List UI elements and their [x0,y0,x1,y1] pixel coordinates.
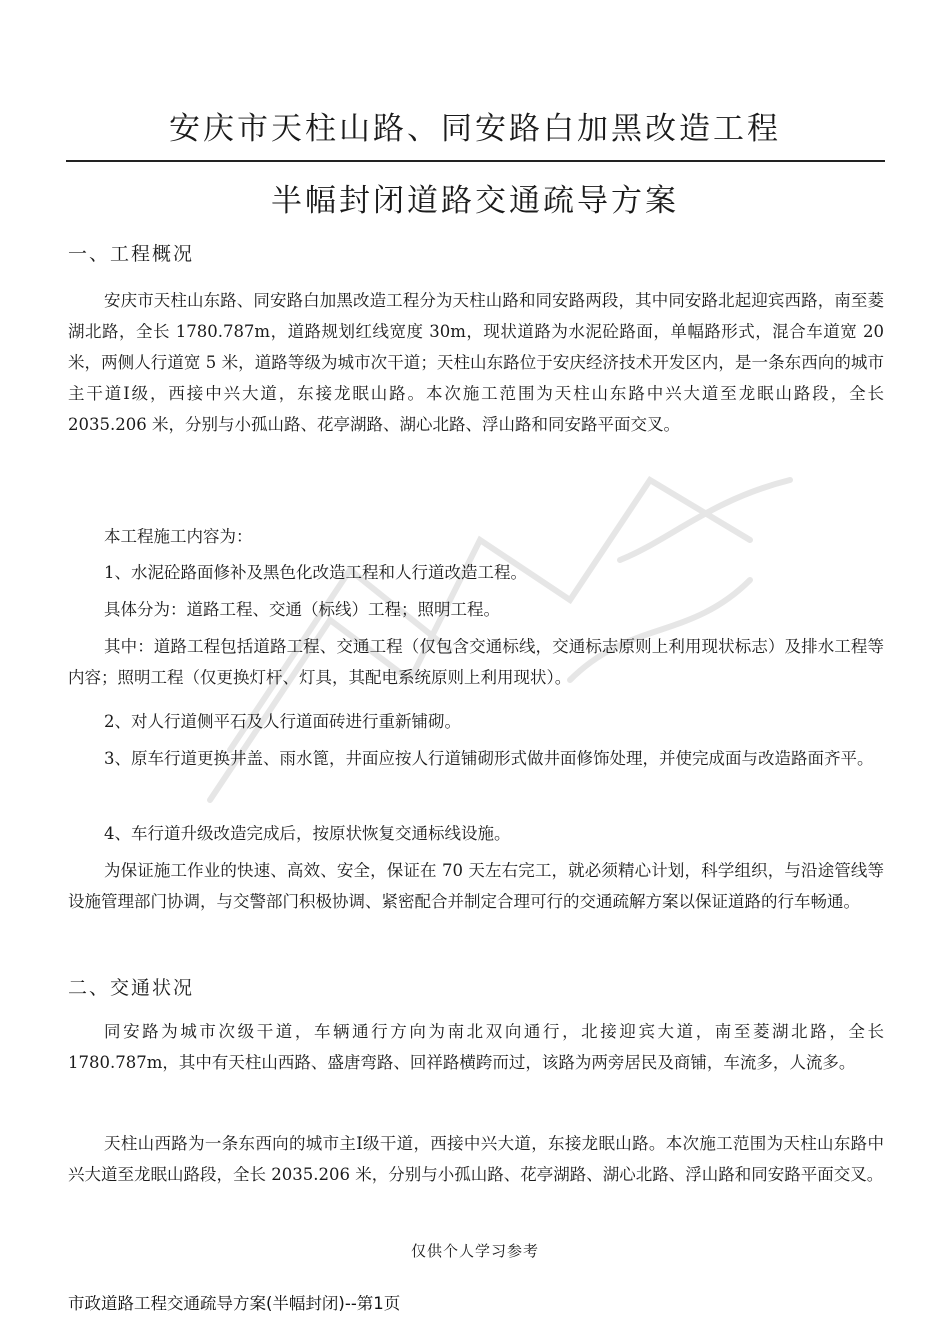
list-item-3: 3、原车行道更换井盖、雨水篦，井面应按人行道铺砌形式做井面修饰处理，并使完成面与改造路面齐平。 [104,749,874,768]
document-title: 安庆市天柱山路、同安路白加黑改造工程 [169,111,781,147]
title-divider [66,160,885,162]
reference-note: 仅供个人学习参考 [410,1242,539,1260]
page-footer: 市政道路工程交通疏导方案(半幅封闭)--第1页 [68,1294,401,1313]
paragraph-breakdown: 具体分为：道路工程、交通（标线）工程；照明工程。 [104,600,500,619]
paragraph-overview: 安庆市天柱山东路、同安路白加黑改造工程分为天柱山路和同安路两段，其中同安路北起迎宾西路，南至菱湖北路，全长 1780.787m，道路规划红线宽度 30m，现状道路为水泥砼路面，单幅路形式，混合车道宽 20 米，两侧人行道宽 5 米，道路等级为城市次干道；天柱山东路位于安庆经济技术开发区内，是一条东西向的城市主干道Ⅰ级，西接中兴大道，东接龙眠山路。本次施工范围为天柱山东路中兴大道至龙眠山路段，全长 2035.206 米，分别与小孤山路、花亭湖路、湖心北路、浮山路和同安路平面交叉。 [68,291,884,434]
list-item-1: 1、水泥砼路面修补及黑色化改造工程和人行道改造工程。 [104,563,527,582]
list-item-2: 2、对人行道侧平石及人行道面砖进行重新铺砌。 [104,712,461,731]
section-heading-traffic: 二、交通状况 [68,977,195,999]
paragraph-details: 其中：道路工程包括道路工程、交通工程（仅包含交通标线，交通标志原则上利用现状标志）及排水工程等内容；照明工程（仅更换灯杆、灯具，其配电系统原则上利用现状）。 [68,637,884,687]
list-item-4: 4、车行道升级改造完成后，按原状恢复交通标线设施。 [104,824,511,843]
paragraph-guarantee: 为保证施工作业的快速、高效、安全，保证在 70 天左右完工，就必须精心计划，科学组织，与沿途管线等设施管理部门协调，与交警部门积极协调、紧密配合并制定合理可行的交通疏解方案以保证道路的行车畅通。 [68,861,884,911]
section-heading-overview: 一、工程概况 [68,243,195,265]
document-subtitle: 半幅封闭道路交通疏导方案 [271,183,679,219]
paragraph-tongan-road: 同安路为城市次级干道，车辆通行方向为南北双向通行，北接迎宾大道，南至菱湖北路，全长 1780.787m，其中有天柱山西路、盛唐弯路、回祥路横跨而过，该路为两旁居民及商铺，车流多，人流多。 [68,1022,884,1072]
paragraph-scope-intro: 本工程施工内容为： [104,527,253,546]
paragraph-tianzhushan-road: 天柱山西路为一条东西向的城市主Ⅰ级干道，西接中兴大道，东接龙眠山路。本次施工范围为天柱山东路中兴大道至龙眠山路段，全长 2035.206 米，分别与小孤山路、花亭湖路、湖心北路、浮山路和同安路平面交叉。 [68,1134,884,1184]
